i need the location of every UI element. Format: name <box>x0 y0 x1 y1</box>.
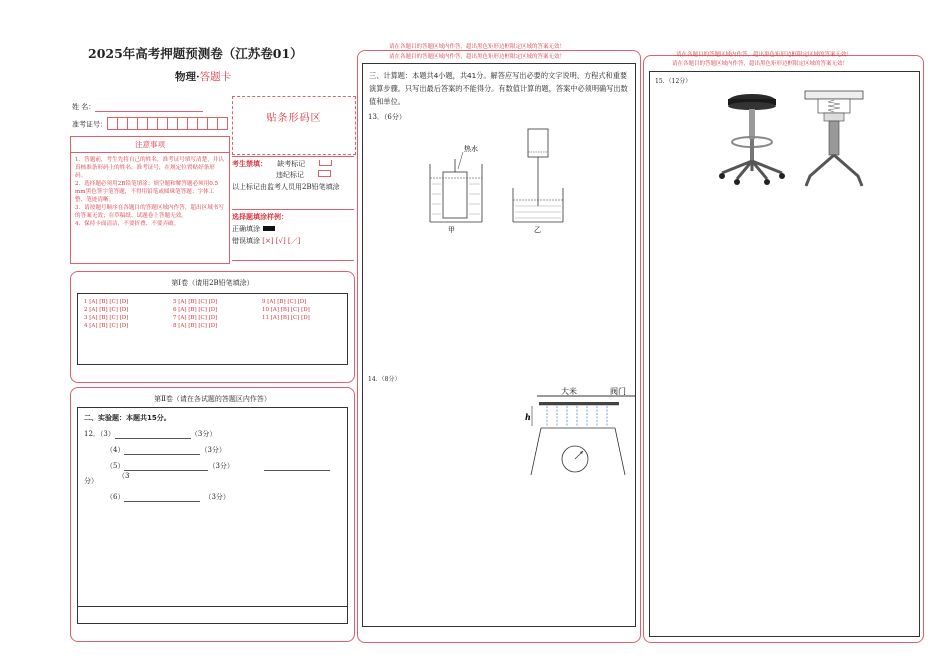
q14-label: 14．（8分） <box>368 376 401 383</box>
notes-title: 注意事项 <box>71 137 229 153</box>
middle-panel <box>357 50 641 643</box>
violation-label: 违纪标记 <box>276 171 304 179</box>
violation-mark[interactable] <box>318 170 331 177</box>
choice-row[interactable]: 9 [A] [B] [C] [D] <box>262 299 307 305</box>
score-label-wrap: 分） <box>84 477 98 485</box>
q13-label: 13．（6分） <box>368 113 406 121</box>
forbidden-title: 考生禁填： <box>232 159 267 168</box>
label-yi: 乙 <box>534 226 541 234</box>
h-label: h <box>525 412 531 422</box>
exam-id-label: 准考证号： <box>72 120 107 129</box>
q14-figure <box>525 380 635 475</box>
divider <box>78 606 347 607</box>
stool-diagram <box>800 88 870 188</box>
score-label: （3分） <box>200 446 226 454</box>
q15-label: 15．（12分） <box>655 78 692 85</box>
note-item: 2．选择题必须用2B铅笔填涂；填空题和解答题必须用0.5 mm黑色签字笔答题，不得用铅笔或圆珠笔答题；字体工整、笔迹清晰。 <box>75 181 219 203</box>
label-jia: 甲 <box>448 226 455 234</box>
choice-row[interactable]: 7 [A] [B] [C] [D] <box>173 315 218 321</box>
section-1-title: 第Ⅰ卷（请用2B铅笔填涂） <box>171 279 254 287</box>
notes-box <box>70 136 230 264</box>
choice-row[interactable]: 8 [A] [B] [C] [D] <box>173 323 218 329</box>
q12-6-blank[interactable] <box>124 501 200 502</box>
warning-text: 请在各题目的答题区域内作答，超出黑色矩形边框限定区域的答案无效！ <box>672 61 849 67</box>
warning-text: 请在各题目的答题区域内作答，超出黑色矩形边框限定区域的答案无效！ <box>389 54 566 60</box>
note-item: 4．保持卡面清洁，不要折叠、不要弄破。 <box>75 221 180 227</box>
name-field[interactable] <box>72 102 203 112</box>
score-label-split: （3 <box>118 472 130 480</box>
q12-4-blank[interactable] <box>124 454 200 455</box>
experiment-answer-area[interactable] <box>77 407 348 624</box>
sample-box <box>232 212 354 261</box>
choice-row[interactable]: 3 [A] [B] [C] [D] <box>84 315 129 321</box>
page-title: 2025年高考押题预测卷（江苏卷01） <box>88 46 303 61</box>
subject-suffix: 答题卡 <box>199 71 232 83</box>
wrong-label: 错误填涂 <box>232 237 260 245</box>
note-item: 3．请按题号顺序在各题目的答题区域内作答，超出区域书写的答案无效；在草稿纸、试题卷上答题无效。 <box>75 205 224 219</box>
choice-row[interactable]: 10 [A] [B] [C] [D] <box>262 307 310 313</box>
rice-label: 大米 <box>561 387 577 396</box>
choice-grid <box>77 293 348 365</box>
subject-label: 物理· <box>175 71 200 83</box>
forbidden-box <box>232 156 354 210</box>
correct-label: 正确填涂 <box>232 225 260 233</box>
name-label: 姓 名： <box>72 103 96 111</box>
section-2-title: 第Ⅱ卷（请在各试题的答题区内作答） <box>154 395 271 403</box>
exam-id-cells[interactable] <box>107 124 227 132</box>
q12-5-blank[interactable] <box>124 470 208 471</box>
calc-heading: 三、计算题：本题共4小题，共41分。解答应写出必要的文字说明、方程式和重要演算步骤。只写出最后答案的不能得分。有数值计算的题，答案中必须明确写出数值和单位。 <box>369 71 628 106</box>
q13-figure <box>418 124 568 234</box>
score-label: （3分） <box>190 430 217 438</box>
score-label: （3分） <box>204 493 230 501</box>
container-jia <box>430 152 482 222</box>
q12-4-label: （4） <box>106 446 125 454</box>
calc-answer-area[interactable] <box>362 63 636 627</box>
note-item: 1．答题前，考生先将自己的姓名，准考证号填写清楚，并认真核准条形码上的姓名、准考证号，在规定位置贴好条形码。 <box>75 157 224 179</box>
sample-title: 选择题填涂样例： <box>232 212 288 221</box>
choice-row[interactable]: 5 [A] [B] [C] [D] <box>173 299 218 305</box>
container-yi <box>513 129 563 222</box>
subject-title <box>175 69 231 84</box>
section-1 <box>70 271 355 383</box>
correct-mark <box>263 226 275 231</box>
stool-image <box>712 87 792 187</box>
forbidden-note: 以上标记由监考人员用2B铅笔填涂 <box>232 183 340 191</box>
absent-mark[interactable] <box>319 160 332 166</box>
q12-6-label: （6） <box>106 493 125 501</box>
absent-label: 缺考标记 <box>277 160 306 168</box>
section-2 <box>70 387 355 642</box>
warning-text: 请在各题目的答题区域内作答，超出黑色矩形边框限定区域的答案无效！ <box>676 52 853 58</box>
q12-3-blank[interactable] <box>115 438 191 439</box>
q12-5-label: （5） <box>106 462 125 470</box>
right-panel <box>643 52 924 643</box>
choice-row[interactable]: 6 [A] [B] [C] [D] <box>173 307 218 313</box>
exam-id-field[interactable] <box>72 117 227 132</box>
q12-5-blank-2[interactable] <box>264 470 330 471</box>
choice-row[interactable]: 2 [A] [B] [C] [D] <box>84 307 129 313</box>
q15-answer-area[interactable] <box>649 71 920 637</box>
experiment-heading: 二、实验题：本题共15分。 <box>84 414 171 422</box>
q12-label: 12．（3） <box>84 430 115 438</box>
hot-water-label: 热水 <box>464 145 478 153</box>
wrong-marks: [×] [√] [／] <box>262 237 301 245</box>
choice-row[interactable]: 11 [A] [B] [C] [D] <box>262 315 310 321</box>
valve-label: 阀门 <box>610 387 626 396</box>
choice-row[interactable]: 1 [A] [B] [C] [D] <box>84 299 129 305</box>
barcode-label: 贴条形码区 <box>266 113 322 124</box>
choice-row[interactable]: 4 [A] [B] [C] [D] <box>84 323 129 329</box>
barcode-area <box>232 96 356 155</box>
score-label: （3分） <box>208 462 234 470</box>
warning-text: 请在各题目的答题区域内作答，超出黑色矩形边框限定区域的答案无效！ <box>389 44 566 50</box>
